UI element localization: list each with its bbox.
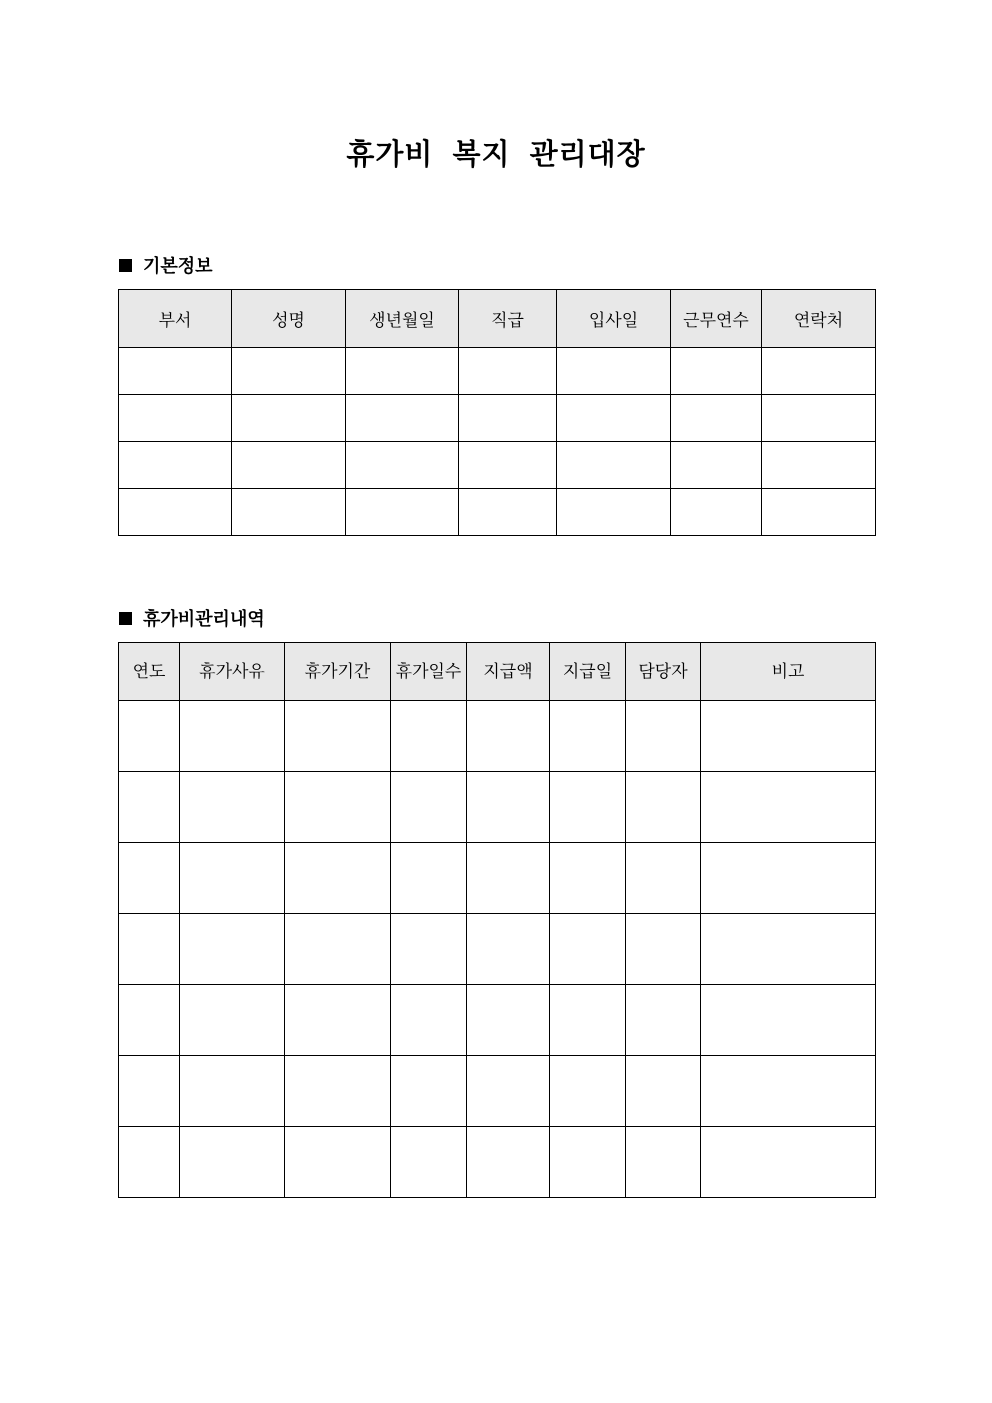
table-cell[interactable] (119, 701, 180, 772)
table-cell[interactable] (119, 843, 180, 914)
column-header-position: 직급 (459, 290, 557, 348)
table-cell[interactable] (459, 348, 557, 395)
table-cell[interactable] (671, 395, 762, 442)
table-cell[interactable] (285, 843, 391, 914)
table-cell[interactable] (119, 914, 180, 985)
table-cell[interactable] (346, 442, 459, 489)
section-heading-label: 기본정보 (143, 256, 213, 277)
table-cell[interactable] (550, 843, 626, 914)
table-cell[interactable] (391, 772, 467, 843)
table-cell[interactable] (467, 1127, 550, 1198)
table-cell[interactable] (459, 489, 557, 536)
black-square-icon (119, 259, 132, 272)
table-cell[interactable] (391, 914, 467, 985)
table-cell[interactable] (626, 1056, 701, 1127)
column-header-birthdate: 생년월일 (346, 290, 459, 348)
table-cell[interactable] (626, 1127, 701, 1198)
table-cell[interactable] (180, 701, 285, 772)
table-cell[interactable] (550, 985, 626, 1056)
column-header-vacation-reason: 휴가사유 (180, 643, 285, 701)
table-cell[interactable] (557, 489, 671, 536)
column-header-vacation-days: 휴가일수 (391, 643, 467, 701)
table-cell[interactable] (557, 395, 671, 442)
section-heading-label: 휴가비관리내역 (143, 609, 265, 630)
table-cell[interactable] (285, 1056, 391, 1127)
column-header-name: 성명 (232, 290, 346, 348)
table-cell[interactable] (467, 985, 550, 1056)
column-header-department: 부서 (119, 290, 232, 348)
table-row (119, 395, 876, 442)
column-header-year: 연도 (119, 643, 180, 701)
table-row (119, 1056, 876, 1127)
table-cell[interactable] (701, 1127, 876, 1198)
table-cell[interactable] (285, 914, 391, 985)
table-cell[interactable] (557, 348, 671, 395)
table-cell[interactable] (762, 348, 876, 395)
table-row (119, 985, 876, 1056)
section-heading-vacation-history (119, 605, 265, 631)
table-row (119, 442, 876, 489)
table-cell[interactable] (762, 442, 876, 489)
table-row (119, 701, 876, 772)
table-row (119, 772, 876, 843)
table-cell[interactable] (671, 442, 762, 489)
table-cell[interactable] (550, 914, 626, 985)
table-cell[interactable] (550, 772, 626, 843)
column-header-payment-amount: 지급액 (467, 643, 550, 701)
table-cell[interactable] (701, 985, 876, 1056)
table-cell[interactable] (391, 843, 467, 914)
table-cell[interactable] (626, 843, 701, 914)
table-cell[interactable] (180, 1127, 285, 1198)
basic-info-table (118, 289, 876, 536)
table-header-row (119, 290, 876, 348)
table-row (119, 489, 876, 536)
table-cell[interactable] (762, 489, 876, 536)
table-cell[interactable] (232, 489, 346, 536)
table-cell[interactable] (701, 914, 876, 985)
column-header-remarks: 비고 (701, 643, 876, 701)
table-cell[interactable] (467, 914, 550, 985)
table-cell[interactable] (626, 772, 701, 843)
table-cell[interactable] (232, 442, 346, 489)
table-cell[interactable] (391, 985, 467, 1056)
table-cell[interactable] (459, 395, 557, 442)
table-cell[interactable] (180, 843, 285, 914)
table-cell[interactable] (701, 1056, 876, 1127)
table-cell[interactable] (701, 843, 876, 914)
table-cell[interactable] (550, 701, 626, 772)
table-cell[interactable] (285, 1127, 391, 1198)
table-row (119, 914, 876, 985)
table-cell[interactable] (671, 489, 762, 536)
table-cell[interactable] (119, 489, 232, 536)
column-header-hire-date: 입사일 (557, 290, 671, 348)
table-cell[interactable] (119, 985, 180, 1056)
table-cell[interactable] (459, 442, 557, 489)
table-cell[interactable] (626, 985, 701, 1056)
section-heading-basic-info (119, 252, 213, 278)
table-cell[interactable] (701, 701, 876, 772)
table-cell[interactable] (119, 772, 180, 843)
table-cell[interactable] (762, 395, 876, 442)
table-cell[interactable] (391, 701, 467, 772)
table-cell[interactable] (346, 395, 459, 442)
table-row (119, 1127, 876, 1198)
table-cell[interactable] (232, 395, 346, 442)
table-row (119, 843, 876, 914)
column-header-payment-date: 지급일 (550, 643, 626, 701)
table-row (119, 348, 876, 395)
column-header-years-of-service: 근무연수 (671, 290, 762, 348)
table-cell[interactable] (119, 348, 232, 395)
table-cell[interactable] (626, 701, 701, 772)
column-header-contact: 연락처 (762, 290, 876, 348)
table-cell[interactable] (467, 701, 550, 772)
table-cell[interactable] (119, 1127, 180, 1198)
table-cell[interactable] (467, 1056, 550, 1127)
table-cell[interactable] (701, 772, 876, 843)
table-cell[interactable] (180, 914, 285, 985)
table-cell[interactable] (550, 1127, 626, 1198)
table-cell[interactable] (232, 348, 346, 395)
table-cell[interactable] (285, 985, 391, 1056)
table-cell[interactable] (119, 395, 232, 442)
table-cell[interactable] (391, 1127, 467, 1198)
table-cell[interactable] (671, 348, 762, 395)
table-cell[interactable] (346, 348, 459, 395)
table-cell[interactable] (285, 701, 391, 772)
table-cell[interactable] (119, 442, 232, 489)
vacation-history-table (118, 642, 876, 1198)
table-cell[interactable] (626, 914, 701, 985)
table-cell[interactable] (346, 489, 459, 536)
table-cell[interactable] (285, 772, 391, 843)
column-header-vacation-period: 휴가기간 (285, 643, 391, 701)
table-cell[interactable] (180, 772, 285, 843)
table-cell[interactable] (119, 1056, 180, 1127)
table-cell[interactable] (550, 1056, 626, 1127)
table-header-row (119, 643, 876, 701)
table-cell[interactable] (467, 772, 550, 843)
table-cell[interactable] (180, 985, 285, 1056)
document-title: 휴가비 복지 관리대장 (346, 137, 646, 171)
table-cell[interactable] (557, 442, 671, 489)
table-cell[interactable] (467, 843, 550, 914)
column-header-manager: 담당자 (626, 643, 701, 701)
black-square-icon (119, 612, 132, 625)
table-cell[interactable] (180, 1056, 285, 1127)
table-cell[interactable] (391, 1056, 467, 1127)
